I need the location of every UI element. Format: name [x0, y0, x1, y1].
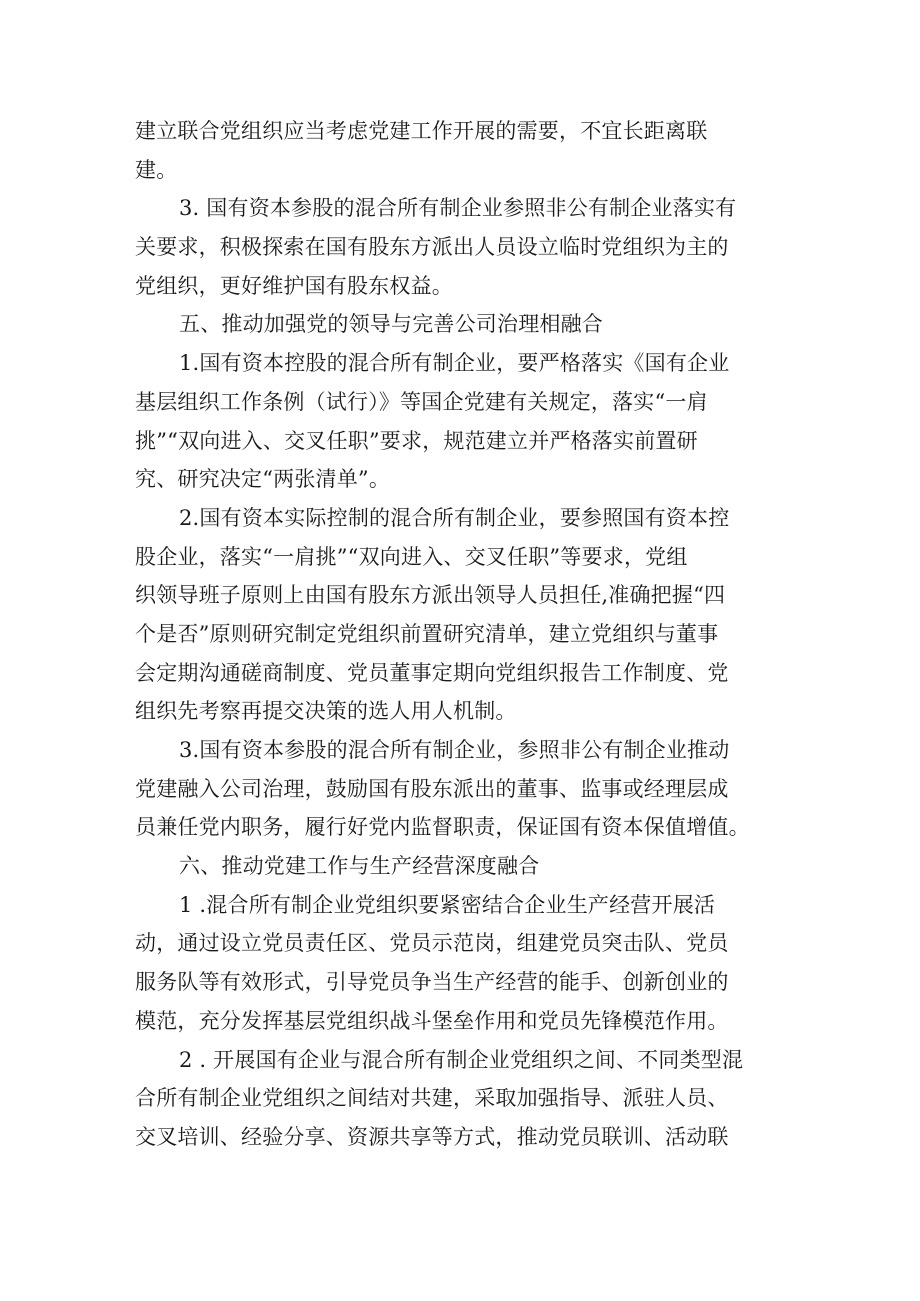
document-body [135, 112, 790, 1157]
text-line: 交叉培训、经验分享、资源共享等方式，推动党员联训、活动联 [135, 1124, 729, 1149]
text-line: 织领导班子原则上由国有股东方派出领导人员担任,准确把握“四 [135, 583, 726, 608]
text-line: 建立联合党组织应当考虑党建工作开展的需要，不宜长距离联 [135, 119, 708, 143]
text-line: 动，通过设立党员责任区、党员示范岗，组建党员突击队、党员 [135, 931, 729, 956]
text-line: 2.国有资本实际控制的混合所有制企业，要参照国有资本控 [179, 505, 730, 530]
text-line: 合所有制企业党组织之间结对共建，采取加强指导、派驻人员、 [135, 1086, 729, 1111]
text-line: 1.国有资本控股的混合所有制企业，要严格落实《国有企业 [179, 351, 730, 376]
text-line: 2 . 开展国有企业与混合所有制企业党组织之间、不同类型混 [179, 1047, 744, 1072]
text-line: 个是否”原则研究制定党组织前置研究清单，建立党组织与董事 [135, 621, 719, 646]
text-line: 组织先考察再提交决策的选人用人机制。 [135, 699, 517, 724]
text-line: 基层组织工作条例（试行）》等国企党建有关规定，落实“一肩 [135, 389, 708, 414]
text-line: 挑”“双向进入、交叉任职”要求，规范建立并严格落实前置研 [135, 428, 698, 453]
section-heading: 五、推动加强党的领导与完善公司治理相融合 [179, 312, 603, 337]
text-line: 3.国有资本参股的混合所有制企业，参照非公有制企业推动 [179, 738, 730, 762]
text-line: 模范，充分发挥基层党组织战斗堡垒作用和党员先锋模范作用。 [135, 1008, 729, 1033]
text-line: 会定期沟通磋商制度、党员董事定期向党组织报告工作制度、党 [135, 660, 729, 685]
text-line: 员兼任党内职务，履行好党内监督职责，保证国有资本保值增值。 [135, 815, 750, 840]
text-line: 1 .混合所有制企业党组织要紧密结合企业生产经营开展活 [179, 892, 716, 917]
text-line: 党建融入公司治理，鼓励国有股东派出的董事、监事或经理层成 [135, 776, 729, 801]
text-line: 究、研究决定“两张清单”。 [135, 467, 391, 492]
text-line: 3. 国有资本参股的混合所有制企业参照非公有制企业落实有 [179, 196, 737, 221]
text-line: 股企业，落实“一肩挑”“双向进入、交叉任职”等要求，党组 [135, 544, 688, 569]
text-line: 建。 [135, 157, 178, 182]
text-line: 党组织，更好维护国有股东权益。 [135, 273, 453, 298]
section-heading: 六、推动党建工作与生产经营深度融合 [179, 854, 540, 879]
text-line: 关要求，积极探索在国有股东方派出人员设立临时党组织为主的 [135, 235, 729, 260]
text-line: 服务队等有效形式，引导党员争当生产经营的能手、创新创业的 [135, 970, 729, 995]
